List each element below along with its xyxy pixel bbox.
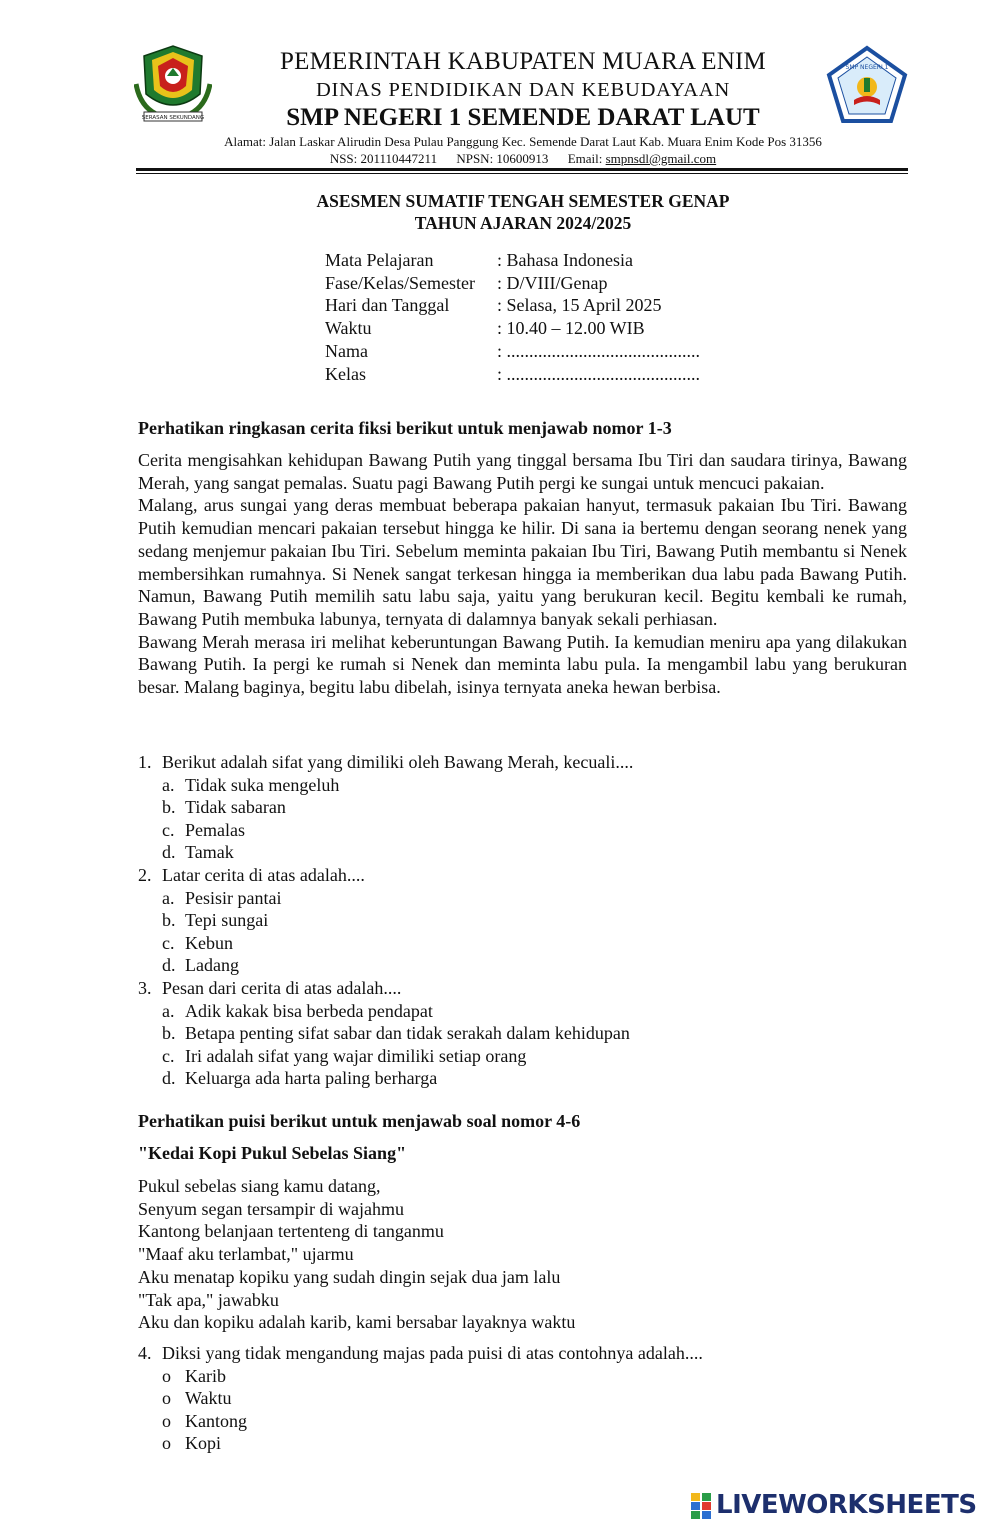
poem-line: Senyum segan tersampir di wajahmu [138, 1198, 404, 1219]
story-paragraph: Malang, arus sungai yang deras membuat beberapa pakaian hanyut, termasuk pakaian Ibu Tiri. Bawang Putih kemudian mencari pakaian tersebut hingga ke hilir. Di sana ia bertemu dengan seorang nenek yang sedang menjemur pakaian Ibu Tiri. Sebelum meminta pakaian Ibu Tiri, Bawang Putih membantu si Nenek membersihkan rumahnya. Si Nenek sangat terkesan hingga ia memberikan dua labu pada Bawang Putih. Namun, Bawang Putih memilih satu labu saja, yaitu yang berukuran kecil. Begitu kembali ke rumah, Bawang Putih membuka labunya, ternyata di dalamnya banyak sekali perhiasan. [138, 495, 907, 629]
option-text: Tamak [185, 842, 234, 863]
question-4-block [138, 1342, 703, 1455]
q4-option-karib[interactable] [138, 1365, 703, 1388]
option-text: Kantong [185, 1410, 247, 1431]
q1-option-b[interactable] [138, 796, 633, 819]
option-text: Waktu [185, 1388, 232, 1409]
q2-option-c[interactable] [138, 932, 633, 955]
option-text: Keluarga ada harta paling berharga [185, 1068, 438, 1089]
question-text: Diksi yang tidak mengandung majas pada puisi di atas contohnya adalah.... [162, 1343, 703, 1363]
info-label: Fase/Kelas/Semester [325, 272, 475, 293]
poem-line: Aku dan kopiku adalah karib, kami bersabar layaknya waktu [138, 1312, 576, 1333]
question-text: Latar cerita di atas adalah.... [162, 864, 365, 885]
poem-body [138, 1175, 575, 1334]
option-letter: b. [162, 1023, 176, 1044]
question-1 [138, 751, 633, 774]
info-row-time [325, 317, 700, 340]
option-letter: a. [162, 887, 175, 908]
option-text: Tidak suka mengeluh [185, 774, 340, 795]
kelas-blank[interactable]: : ........................................... [497, 363, 701, 384]
option-letter: d. [162, 955, 176, 976]
header-divider-thin [136, 173, 908, 174]
info-value: : Selasa, 15 April 2025 [497, 295, 662, 316]
poem-line: Aku menatap kopiku yang sudah dingin sejak dua jam lalu [138, 1266, 561, 1287]
info-row-name[interactable] [325, 340, 700, 363]
section1-heading: Perhatikan ringkasan cerita fiksi berikut untuk menjawab nomor 1-3 [138, 418, 672, 438]
option-circle-marker: o [162, 1410, 171, 1431]
option-text: Pemalas [185, 819, 245, 840]
info-label: Waktu [325, 318, 372, 339]
q2-option-d[interactable] [138, 954, 633, 977]
exam-title: ASESMEN SUMATIF TENGAH SEMESTER GENAP [316, 191, 730, 211]
school-name: SMP NEGERI 1 SEMENDE DARAT LAUT [286, 104, 760, 131]
option-text: Betapa penting sifat sabar dan tidak serakah dalam kehidupan [185, 1023, 630, 1044]
option-letter: a. [162, 774, 175, 795]
option-letter: b. [162, 797, 176, 818]
government-name: PEMERINTAH KABUPATEN MUARA ENIM [280, 48, 766, 75]
info-label: Nama [325, 340, 368, 361]
option-letter: b. [162, 910, 176, 931]
question-number: 2. [138, 864, 152, 885]
info-value: : D/VIII/Genap [497, 272, 608, 293]
poem-line: "Tak apa," jawabku [138, 1289, 279, 1310]
npsn-number: NPSN: 10600913 [456, 151, 549, 166]
poem-line: "Maaf aku terlambat," ujarmu [138, 1244, 354, 1265]
poem-line: Kantong belanjaan tertenteng di tanganmu [138, 1221, 444, 1242]
option-text: Ladang [185, 955, 239, 976]
option-letter: c. [162, 932, 175, 953]
email-link[interactable]: smpnsdl@gmail.com [605, 151, 717, 166]
option-letter: c. [162, 819, 175, 840]
watermark-text: LIVEWORKSHEETS [716, 1490, 977, 1520]
story-paragraph: Bawang Merah merasa iri melihat keberuntungan Bawang Putih. Ia kemudian meniru apa yang dilakukan Bawang Putih. Ia pergi ke rumah si Nenek dan meminta labu pula. Ia mengambil labu yang berukuran besar. Malang baginya, begitu labu dibelah, isinya ternyata aneka hewan berbisa. [138, 631, 907, 698]
questions-1-3 [138, 751, 633, 1090]
option-text: Kebun [185, 932, 233, 953]
info-row-date [325, 294, 700, 317]
question-2 [138, 864, 633, 887]
question-number: 1. [138, 752, 152, 772]
exam-info-table [325, 249, 700, 385]
email-info [568, 151, 716, 166]
option-text: Tidak sabaran [185, 797, 286, 818]
q3-option-a[interactable] [138, 1000, 633, 1023]
question-text: Pesan dari cerita di atas adalah.... [162, 977, 402, 998]
q3-option-b[interactable] [138, 1022, 633, 1045]
question-text: Berikut adalah sifat yang dimiliki oleh Bawang Merah, kecuali.... [162, 752, 634, 772]
story-summary [138, 449, 907, 699]
q1-option-a[interactable] [138, 774, 633, 797]
q3-option-d[interactable] [138, 1067, 633, 1090]
question-number: 4. [138, 1343, 152, 1363]
q3-option-c[interactable] [138, 1045, 633, 1068]
school-logo-text: SMP NEGERI 1 [845, 64, 889, 71]
info-row-subject [325, 249, 700, 272]
nss-number: NSS: 201110447211 [329, 151, 438, 166]
option-circle-marker: o [162, 1365, 171, 1386]
option-letter: a. [162, 1000, 175, 1021]
story-paragraph: Cerita mengisahkan kehidupan Bawang Putih yang tinggal bersama Ibu Tiri dan saudara tirinya, Bawang Merah, yang sangat pemalas. Suatu pagi Bawang Putih pergi ke sungai untuk mencuci pakaian. [138, 450, 907, 493]
q1-option-c[interactable] [138, 819, 633, 842]
option-text: Adik kakak bisa berbeda pendapat [185, 1000, 433, 1021]
option-text: Pesisir pantai [185, 887, 282, 908]
option-circle-marker: o [162, 1388, 171, 1409]
info-label: Hari dan Tanggal [325, 295, 450, 316]
school-identifiers [0, 151, 1000, 167]
option-letter: c. [162, 1045, 175, 1066]
q1-option-d[interactable] [138, 841, 633, 864]
q4-option-kantong[interactable] [138, 1410, 703, 1433]
name-blank[interactable]: : ........................................... [497, 340, 701, 361]
option-circle-marker: o [162, 1433, 171, 1454]
option-text: Tepi sungai [185, 910, 269, 931]
q4-option-waktu[interactable] [138, 1387, 703, 1410]
q4-option-kopi[interactable] [138, 1432, 703, 1455]
info-value: : 10.40 – 12.00 WIB [497, 318, 645, 339]
info-label: Mata Pelajaran [325, 250, 434, 270]
poem-title: "Kedai Kopi Pukul Sebelas Siang" [138, 1143, 407, 1163]
emblem-ribbon-text: SERASAN SEKUNDANG [141, 115, 205, 121]
info-label: Kelas [325, 363, 366, 384]
liveworksheets-logo-icon [690, 1492, 712, 1520]
question-3 [138, 977, 633, 1000]
q2-option-a[interactable] [138, 887, 633, 910]
q2-option-b[interactable] [138, 909, 633, 932]
department-name: DINAS PENDIDIKAN DAN KEBUDAYAAN [315, 79, 731, 101]
option-text: Iri adalah sifat yang wajar dimiliki setiap orang [185, 1045, 527, 1066]
info-value: : Bahasa Indonesia [497, 250, 633, 270]
question-number: 3. [138, 977, 152, 998]
header-divider-thick [136, 168, 908, 171]
option-text: Karib [185, 1365, 226, 1386]
poem-line: Pukul sebelas siang kamu datang, [138, 1176, 381, 1196]
question-4 [138, 1342, 703, 1365]
option-letter: d. [162, 1068, 176, 1089]
info-row-class [325, 272, 700, 295]
exam-academic-year: TAHUN AJARAN 2024/2025 [414, 213, 632, 233]
option-text: Kopi [185, 1433, 221, 1454]
email-label: Email: [567, 151, 603, 166]
option-letter: d. [162, 842, 176, 863]
liveworksheets-watermark [690, 1490, 990, 1522]
info-row-kelas[interactable] [325, 363, 700, 386]
school-address: Alamat: Jalan Laskar Alirudin Desa Pulau Panggung Kec. Semende Darat Laut Kab. Muara Enim Kode Pos 31356 [224, 134, 822, 149]
section2-heading: Perhatikan puisi berikut untuk menjawab soal nomor 4-6 [138, 1111, 581, 1131]
